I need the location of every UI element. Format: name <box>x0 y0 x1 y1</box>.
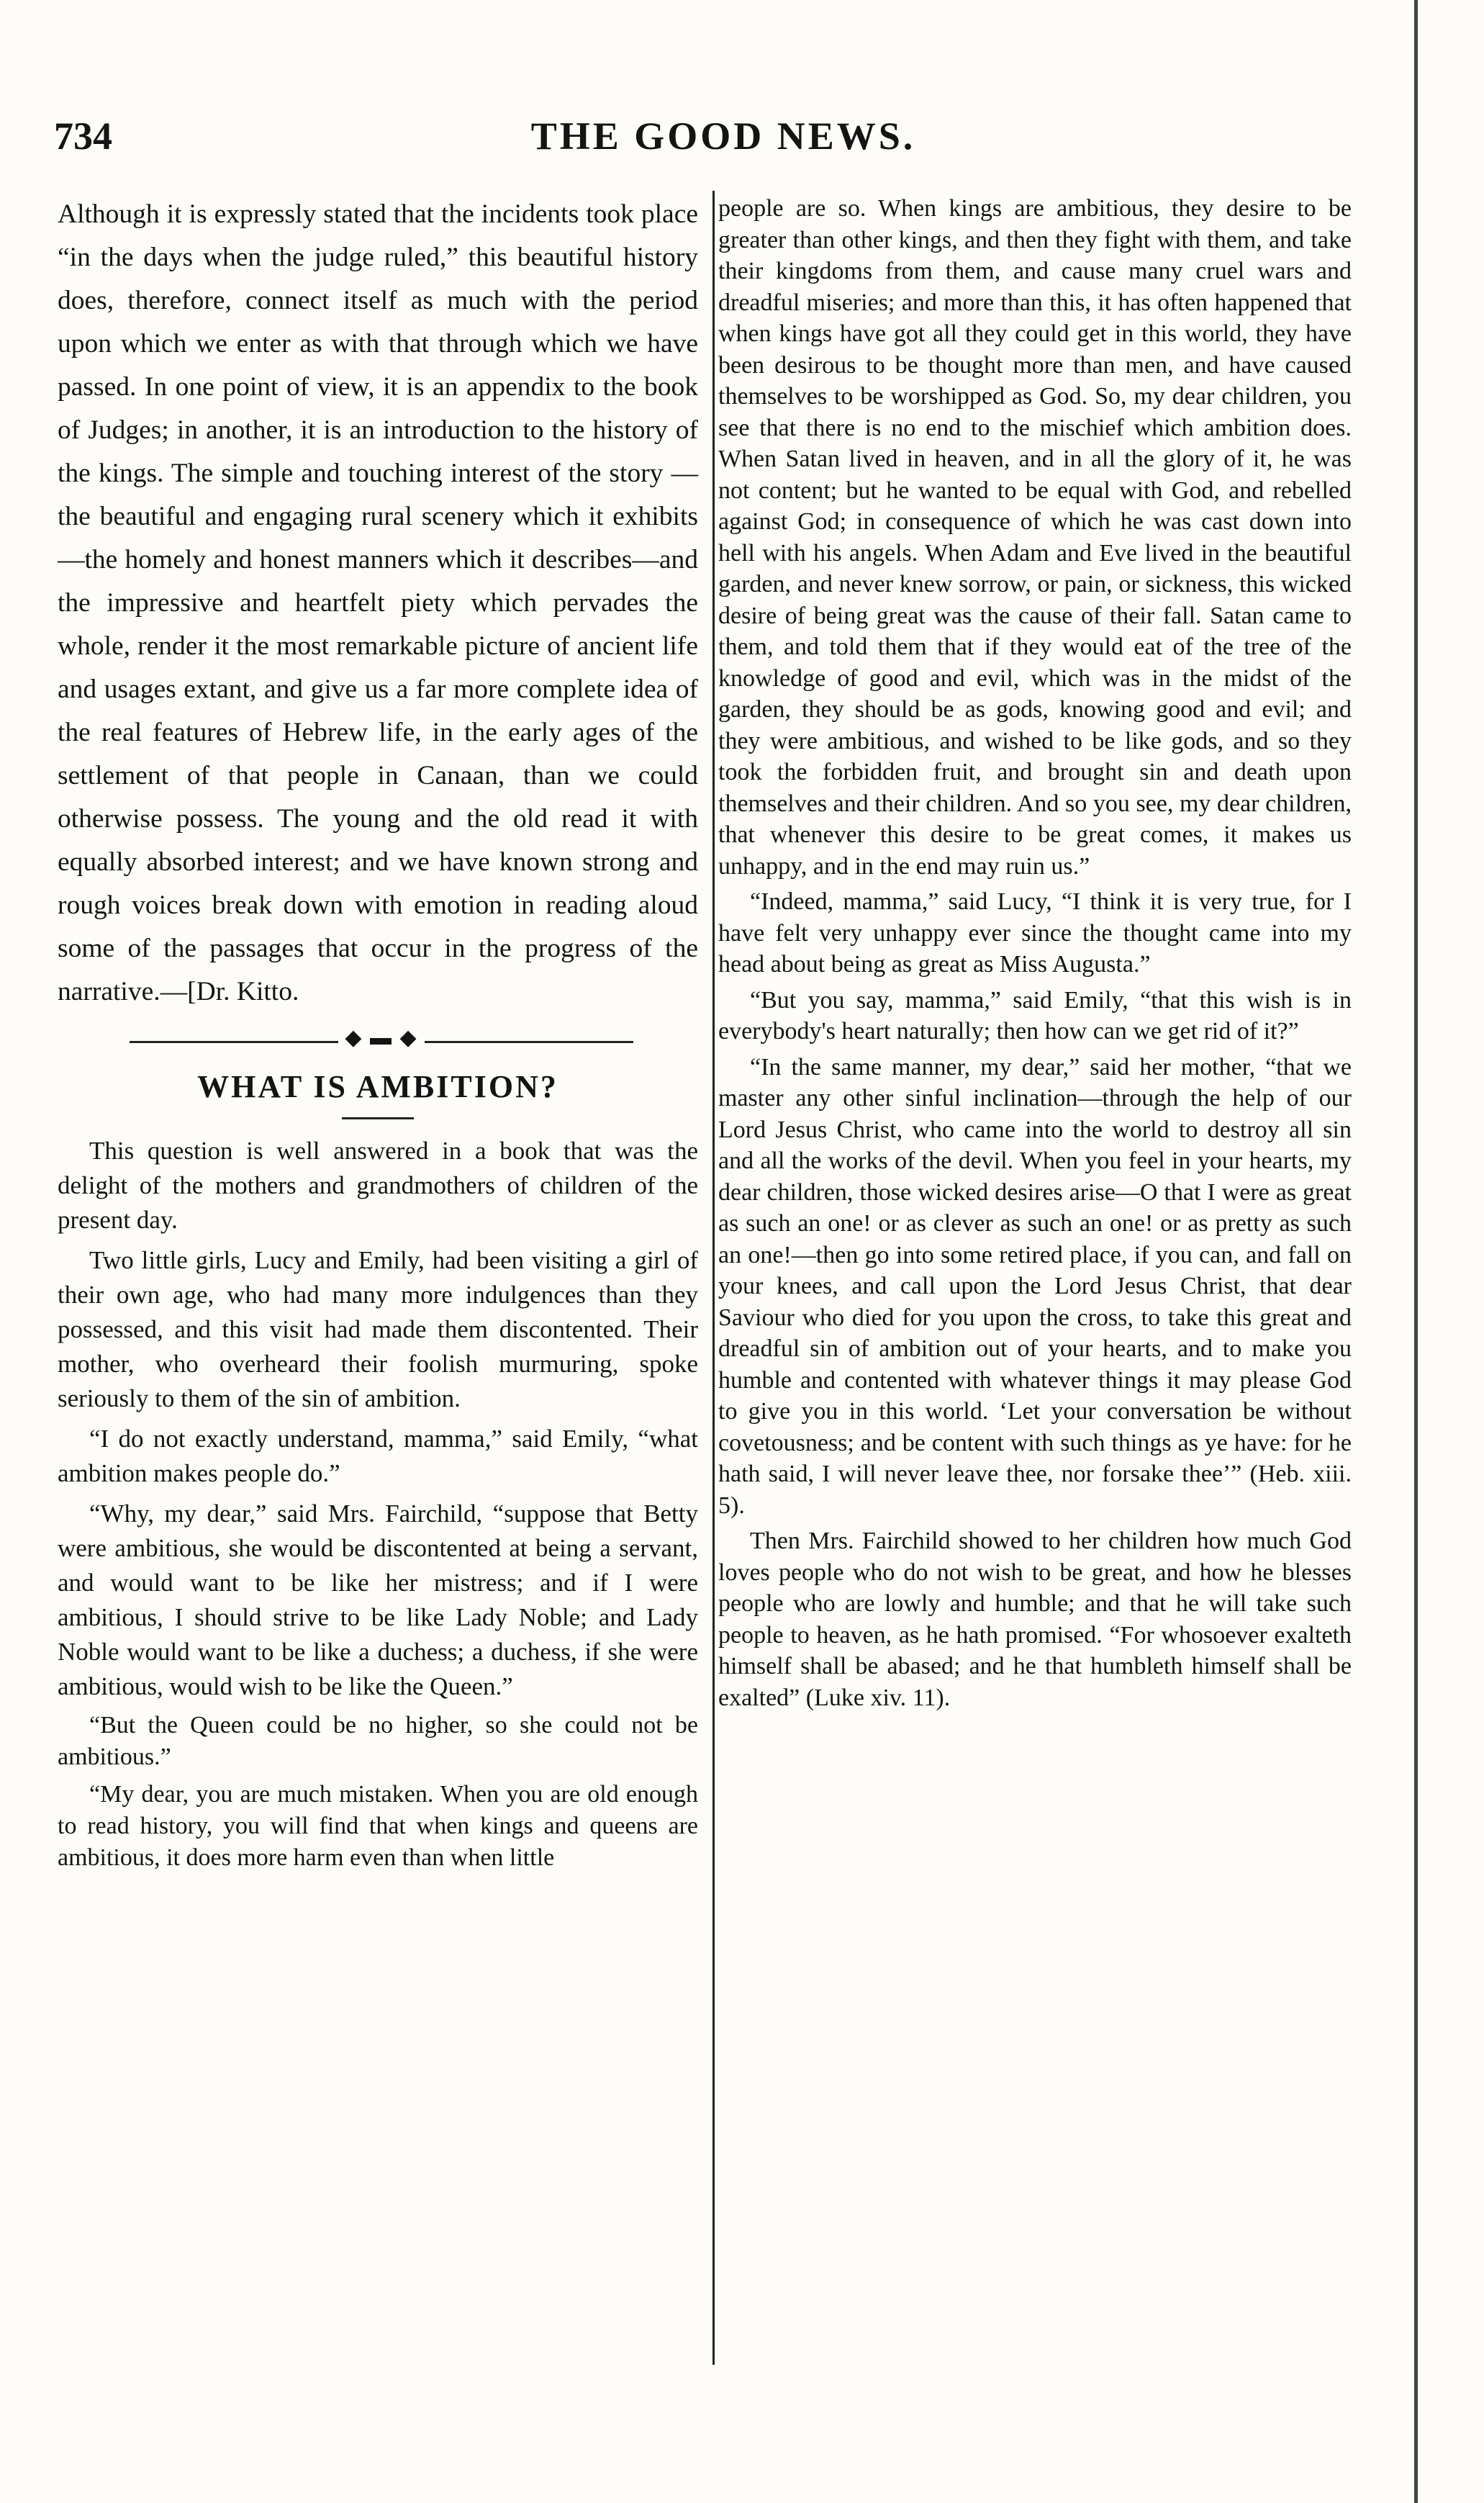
page-header <box>54 114 1393 171</box>
article-paragraph: This question is well answered in a book that was the delight of the mothers and grandmothers of children of the present day. <box>58 1137 698 1234</box>
page-edge-line <box>1414 0 1418 2503</box>
article-paragraph: “But the Queen could be no higher, so she could not be ambitious.” <box>58 1712 698 1770</box>
title-rule <box>342 1117 414 1119</box>
column-divider <box>712 191 715 2365</box>
article-title: WHAT IS AMBITION? <box>197 1069 558 1104</box>
publication-title: THE GOOD NEWS. <box>530 114 916 158</box>
article-paragraph: “In the same manner, my dear,” said her mother, “that we master any other sinful inclination—through the help of our Lord Jesus Christ, who came into the world to destroy all sin and all the works of the devil. When you feel in your hearts, my dear children, those wicked desires arise—O that I were as great as such an one! or as clever as such an one! or as pretty as such an one!—then go into some retired place, if you can, and fall on your knees, and call upon the Lord Jesus Christ, that dear Saviour who died for you upon the cross, to take this great and dreadful sin of ambition out of your hearts, and to make you humble and contented with whatever things it may please God to give you in this world. ‘Let your conversation be without covetousness; and be content with such things as ye have: for he hath said, I will never leave thee, nor forsake thee’” (Heb. xiii. 5). <box>718 1053 1352 1519</box>
divider-line-right <box>425 1041 633 1043</box>
divider-line-left <box>130 1041 338 1043</box>
article-paragraph: “Why, my dear,” said Mrs. Fairchild, “suppose that Betty were ambitious, she would be discontented at being a servant, and would want to be like her mistress; and if I were ambitious, I should strive to be like Lady Noble; and Lady Noble would want to be like a duchess; a duchess, if she were ambitious, would wish to be like the Queen.” <box>58 1499 698 1700</box>
article-paragraph-continued: people are so. When kings are ambitious, they desire to be greater than other kings, and then they fight with them, and take their kingdoms from them, and cause many cruel wars and dreadful miseries; and more than this, it has often happened that when kings have got all they could get in this world, they have been desirous to be thought more than men, and have caused themselves to be worshipped as God. So, my dear children, you see that there is no end to the mischief which ambition does. When Satan lived in heaven, and in all the glory of it, he was not content; but he wanted to be equal with God, and rebelled against God; in consequence of which he was cast down into hell with his angels. When Adam and Eve lived in the beautiful garden, and never knew sorrow, or pain, or sickness, this wicked desire of being great was the cause of their fall. Satan came to them, and told them that if they would eat of the tree of the knowledge of good and evil, which was in the midst of the garden, they should be as gods, knowing good and evil; and they were ambitious, and wished to be like gods, and so they took the forbidden fruit, and brought sin and death upon themselves and their children. And so you see, my dear children, that whenever this desire to be great comes, it makes us unhappy, and in the end may ruin us.” <box>718 195 1352 880</box>
kitto-excerpt: Although it is expressly stated that the incidents took place “in the days when the judge ruled,” this beautiful history does, therefore, connect itself as much with the period upon which we enter as with that through which we have passed. In one point of view, it is an appendix to the book of Judges; in another, it is an introduction to the history of the kings. The simple and touching interest of the story —the beautiful and engaging rural scenery which it exhibits—the homely and honest manners which it describes—and the impressive and heartfelt piety which pervades the whole, render it the most remarkable picture of ancient life and usages extant, and give us a far more complete idea of the real features of Hebrew life, in the early ages of the settlement of that people in Canaan, than we could otherwise possess. The young and the old read it with equally absorbed interest; and we have known strong and rough voices break down with emotion in reading aloud some of the passages that occur in the progress of the narrative.—[Dr. Kitto. <box>58 199 698 1006</box>
section-divider <box>58 1024 698 1060</box>
ornament-glyph: ◆ ▬ ◆ <box>345 1026 418 1050</box>
article-paragraph: “Indeed, mamma,” said Lucy, “I think it is very true, for I have felt very unhappy ever since the thought came into my head about being as great as Miss Augusta.” <box>718 888 1352 978</box>
article-paragraph: “My dear, you are much mistaken. When you are old enough to read history, you will find that when kings and queens are ambitious, it does more harm even than when little <box>58 1781 698 1871</box>
left-column <box>58 193 698 1880</box>
article-paragraph: “But you say, mamma,” said Emily, “that this wish is in everybody's heart naturally; then how can we get rid of it?” <box>718 986 1352 1045</box>
page-number: 734 <box>54 114 112 158</box>
right-column <box>718 193 1352 1718</box>
article-paragraph: Two little girls, Lucy and Emily, had been visiting a girl of their own age, who had many more indulgences than they possessed, and this visit had made them discontented. Their mother, who overheard their foolish murmuring, spoke seriously to them of the sin of ambition. <box>58 1246 698 1412</box>
article-paragraph: Then Mrs. Fairchild showed to her children how much God loves people who do not wish to be great, and how he blesses people who are lowly and humble; and that he will take such people to heaven, as he hath promised. “For whosoever exalteth himself shall be abased; and he that humbleth himself shall be exalted” (Luke xiv. 11). <box>718 1528 1352 1711</box>
article-paragraph: “I do not exactly understand, mamma,” said Emily, “what ambition makes people do.” <box>58 1425 698 1487</box>
